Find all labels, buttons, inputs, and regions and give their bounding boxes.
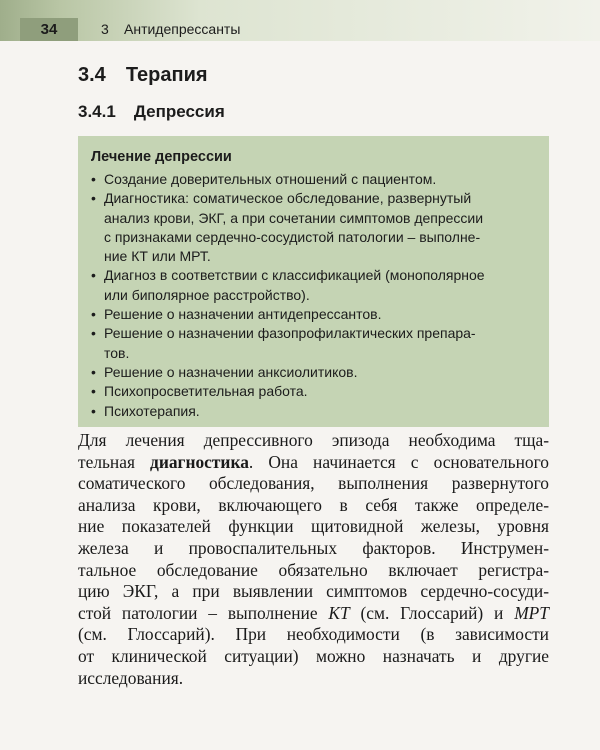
- bullet-marker: •: [91, 190, 96, 207]
- body-line: [78, 581, 549, 603]
- italic-term: МРТ: [514, 602, 549, 623]
- chapter-title: Антидепрессанты: [124, 21, 241, 37]
- body-text-run: (см. Глоссарий). При необходимости (в зависимости: [78, 624, 549, 645]
- italic-term: КТ: [328, 602, 350, 623]
- body-text-run: исследования.: [78, 667, 184, 688]
- body-text-run: тальное обследование обязательно включает регистра-: [78, 559, 549, 580]
- box-list-item: [91, 266, 541, 305]
- box-list-item: [91, 324, 541, 363]
- body-line: [78, 430, 549, 452]
- bold-term: диагностика: [150, 451, 249, 472]
- body-line: [78, 560, 549, 582]
- bullet-marker: •: [91, 267, 96, 284]
- body-text-run: ние показателей функции щитовидной железы, уровня: [78, 516, 549, 537]
- box-list-item-line: с признаками сердечно-сосудистой патологии – выполне-: [104, 228, 481, 245]
- body-line: [78, 624, 549, 646]
- box-list-item: [91, 189, 541, 266]
- body-line: [78, 646, 549, 668]
- subsection-number: 3.4.1: [78, 102, 116, 121]
- section-number: 3.4: [78, 64, 106, 86]
- body-text-run: железа и провоспалительных факторов. Инструмен-: [78, 537, 549, 558]
- page-number: 34: [20, 18, 78, 41]
- section-heading: [78, 63, 208, 87]
- body-text-run: тельная: [78, 451, 151, 472]
- body-paragraph: [78, 430, 549, 689]
- box-list-item-line: Решение о назначении анксиолитиков.: [104, 363, 358, 380]
- box-list-item-line: или биполярное расстройство).: [104, 286, 310, 303]
- box-list-item-line: тов.: [104, 344, 130, 361]
- box-list-item-line: анализ крови, ЭКГ, а при сочетании симптомов депрессии: [104, 209, 484, 226]
- box-list-item: [91, 305, 541, 324]
- body-line: [78, 668, 549, 690]
- box-list-item-line: Психопросветительная работа.: [104, 383, 308, 400]
- body-text-run: от клинической ситуации) можно назначать и другие: [78, 645, 549, 666]
- subsection-title: Депрессия: [133, 102, 225, 121]
- box-list-item-line: Диагностика: соматическое обследование, развернутый: [104, 190, 472, 207]
- bullet-marker: •: [91, 325, 96, 342]
- body-line: [78, 495, 549, 517]
- box-list-item-line: Диагноз в соответствии с классификацией (монополярное: [104, 267, 485, 284]
- body-text-run: стой патологии – выполнение: [78, 602, 329, 623]
- summary-box: [78, 136, 549, 427]
- box-list-item-line: Психотерапия.: [104, 402, 200, 419]
- body-text-run: (см. Глоссарий) и: [349, 602, 515, 623]
- body-text-run: Для лечения депрессивного эпизода необходима тща-: [78, 430, 549, 450]
- bullet-marker: •: [91, 383, 96, 400]
- box-list-item-line: Решение о назначении антидепрессантов.: [104, 306, 382, 323]
- chapter-number: 3: [101, 21, 109, 37]
- bullet-marker: •: [91, 306, 96, 323]
- body-line: [78, 473, 549, 495]
- bullet-marker: •: [91, 171, 96, 187]
- box-title: Лечение депрессии: [91, 149, 232, 165]
- body-line: [78, 603, 549, 625]
- header-background: [0, 0, 600, 41]
- box-list-item: [91, 170, 541, 189]
- body-text-run: цию ЭКГ, а при выявлении симптомов сердечно-сосуди-: [78, 581, 549, 602]
- box-list-item: [91, 363, 541, 382]
- box-list-item-line: ние КТ или МРТ.: [104, 248, 211, 265]
- box-list-item: [91, 382, 541, 401]
- body-text-run: анализа крови, включающего в себя также определе-: [78, 494, 549, 515]
- body-text-run: соматического обследования, выполнения развернутого: [78, 473, 549, 494]
- bullet-marker: •: [91, 363, 96, 380]
- bullet-marker: •: [91, 402, 96, 419]
- box-list-item: [91, 402, 541, 421]
- running-header: [0, 0, 600, 41]
- body-text-run: . Она начинается с основательного: [248, 451, 549, 472]
- body-line: [78, 452, 549, 474]
- subsection-heading: [78, 101, 225, 123]
- section-title: Терапия: [125, 64, 208, 86]
- box-list-item-line: Создание доверительных отношений с пациентом.: [104, 171, 437, 187]
- box-list-item-line: Решение о назначении фазопрофилактических препара-: [104, 325, 476, 342]
- body-line: [78, 516, 549, 538]
- body-line: [78, 538, 549, 560]
- box-bullet-list: [91, 170, 541, 421]
